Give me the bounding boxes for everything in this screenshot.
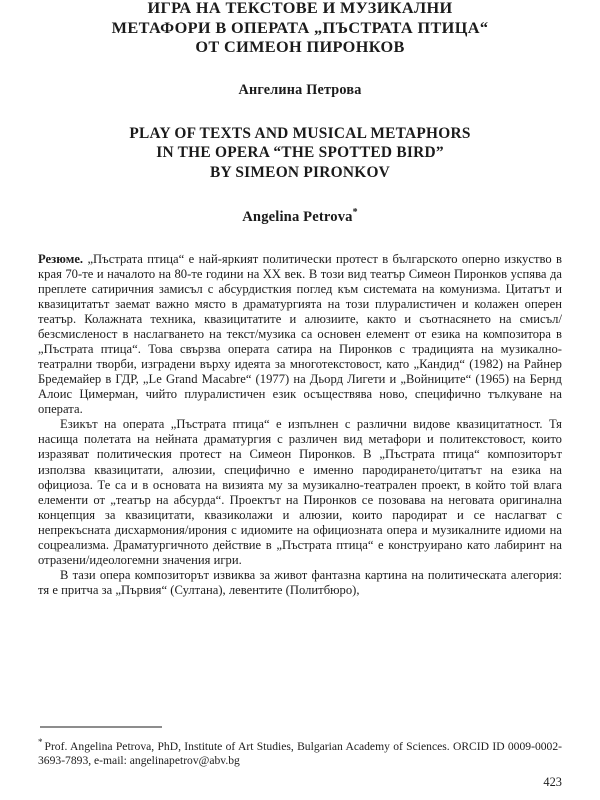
- page-title-bulgarian: [38, 0, 562, 57]
- abstract-paragraph-2: Езикът на операта „Пъстрата птица“ е изпълнен с различни видове квазицитатност. Тя насища полетата на нейната драматургия с различен вид метафори и политекстовост, които изразяват политическия протест на Симеон Пиронков. В „Пъстрата птица“ композиторът използва квазицитати, алюзии, специфично е именно пародирането/цитатът на езика на официоза. Те са и в основата на визията му за музикално-театрален проект, в който той влага елементи от „театър на абсурда“. Проектът на Пиронков се позовава на неговата оригинална концепция за квазицитати, квазиколажи и алюзии, които пародират и се наслагват с непрекъсната дисхармония/ирония с идиомите на официозната опера и музикалните идиоми на соцреализма. Драматургичното действие в „Пъстрата птица“ е конструирано като лабиринт на отразени/идеологемни значения игри.: [38, 417, 562, 567]
- page-number: 423: [543, 775, 562, 789]
- title-bulgarian-line-3: ОТ СИМЕОН ПИРОНКОВ: [195, 37, 405, 56]
- footnote-reference-marker: *: [352, 207, 358, 218]
- title-english-line-3: BY SIMEON PIRONKOV: [209, 163, 391, 181]
- title-english-line-1: PLAY OF TEXTS AND MUSICAL METAPHORS: [129, 124, 471, 142]
- footnote-separator-rule: [40, 726, 162, 728]
- page-title-english: [38, 99, 562, 183]
- title-bulgarian-line-2: МЕТАФОРИ В ОПЕРАТА „ПЪСТРАТА ПТИЦА“: [111, 17, 489, 37]
- author-english-label: Angelina Petrova: [242, 208, 353, 225]
- abstract-paragraph-1-text: „Пъстрата птица“ е най-яркият политически протест в българското оперно изкуство в края 70-те и началото на 80-те години на ХХ век. В този вид театър Симеон Пиронков успява да преплете сатиричния замисъл с абсурдисткия поглед към системата на комунизма. Цитатът и квазицитатът заемат важно място в драматургията на този плуралистичен и колажен оперен театър. Колажната техника, квазицитатите и алюзиите, както и съотнасянето на смисъл/безсмисленост в наслагването на текст/музика са основен елемент от езика на композитора в „Пъстрата птица“. Това свързва операта сатира на Пиронков с традицията на музикално-театрални творби, изградени върху идеята за многотекстовост, като „Кандид“ (1982) на Райнер Бредемайер в ГДР, „Le Grand Macabre“ (1977) на Дьорд Лигети и „Войниците“ (1965) на Бернд Алоис Цимерман, чийто плуралистичен език осъществява ново, специфично тълкуване на операта.: [38, 251, 562, 417]
- abstract-body: [38, 226, 562, 598]
- author-name-english: [38, 182, 562, 226]
- title-bulgarian-line-1: ИГРА НА ТЕКСТОВЕ И МУЗИКАЛНИ: [147, 0, 453, 17]
- author-name-bulgarian: Ангелина Петрова: [238, 81, 362, 98]
- abstract-paragraph-3: В тази опера композиторът извиква за живот фантазна картина на политическата алегория: тя е притча за „Първия“ (Султана), левентите (Политбюро),: [38, 567, 562, 597]
- abstract-paragraph-1: [38, 252, 562, 418]
- title-english-line-2: IN THE OPERA “THE SPOTTED BIRD”: [156, 144, 444, 161]
- abstract-lead-label: Резюме.: [38, 251, 84, 266]
- footnote-marker: *: [38, 736, 43, 747]
- footnote-text: [38, 735, 562, 768]
- footnote-content: Prof. Angelina Petrova, PhD, Institute of Art Studies, Bulgarian Academy of Sciences. ORCID ID 0009-0002-3693-7893, e-mail: angelinapetrov@abv.bg: [38, 739, 562, 767]
- footnote-area: [38, 726, 562, 789]
